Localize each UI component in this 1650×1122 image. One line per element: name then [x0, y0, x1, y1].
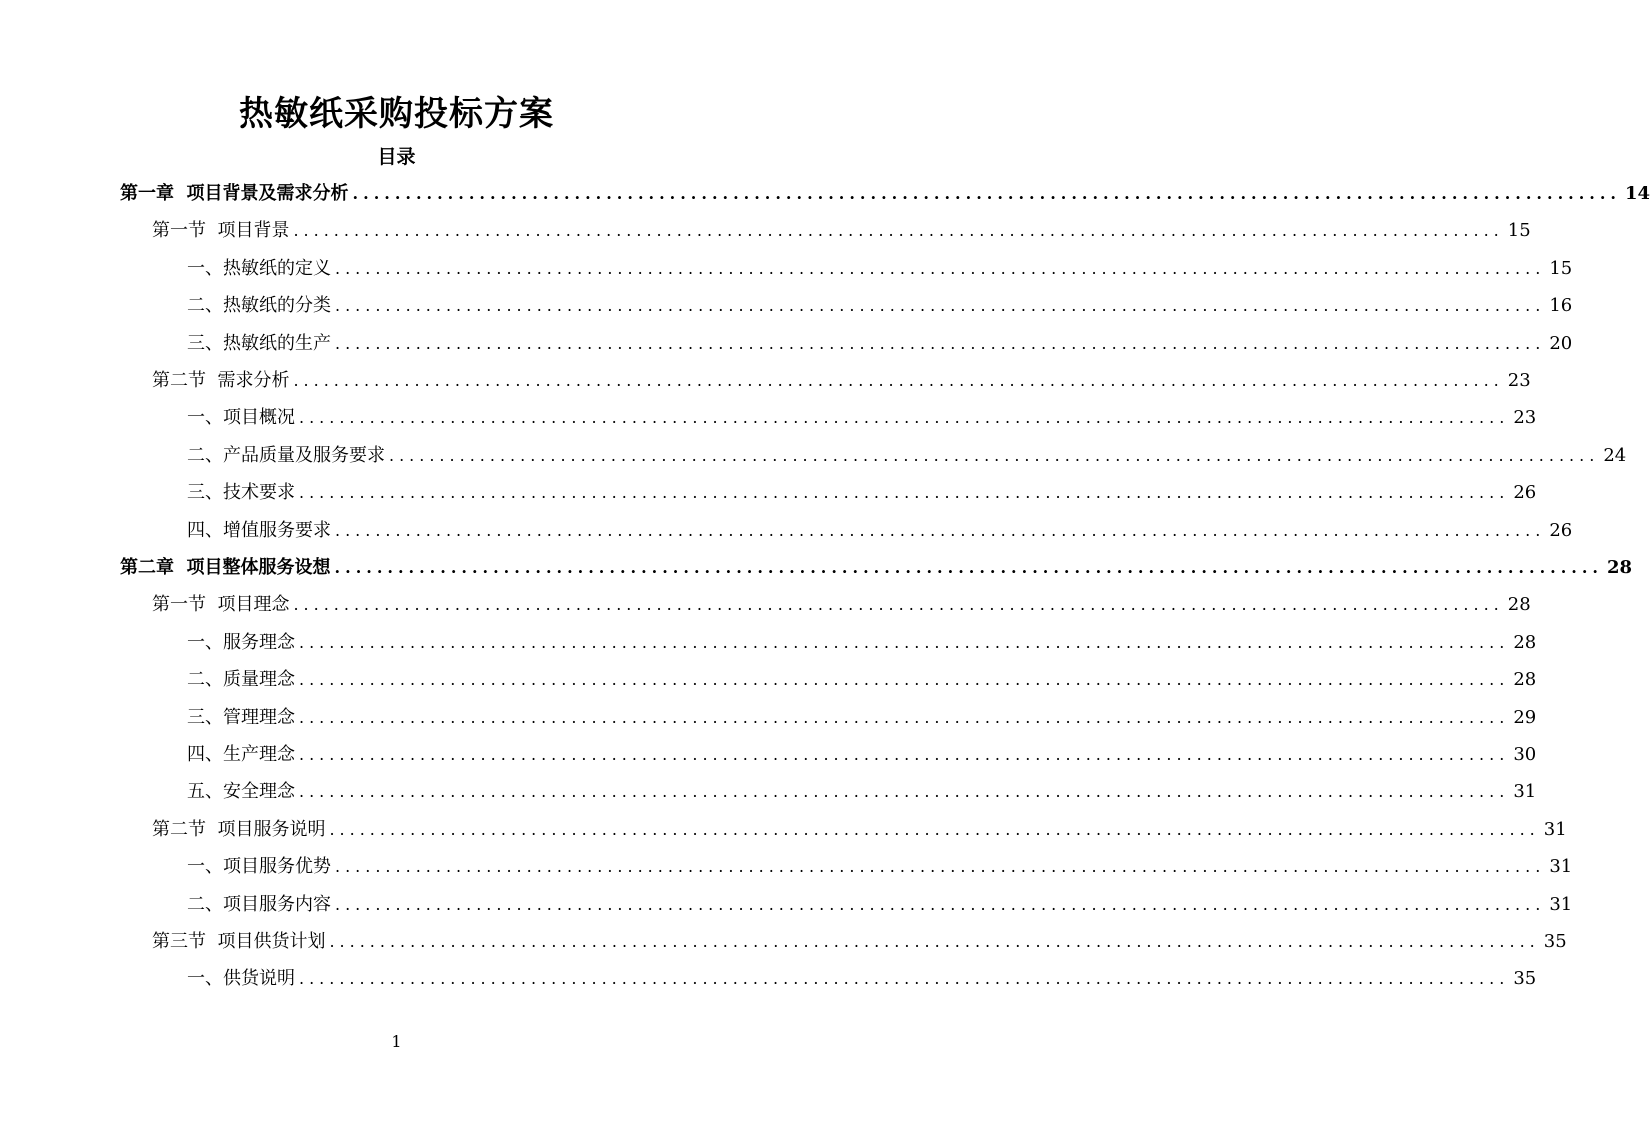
toc-leader-dots: ........................................................................................................................ [299, 408, 1510, 428]
toc-entry[interactable] [187, 964, 1537, 994]
toc-leader-dots: ........................................................................................................................ [335, 333, 1546, 353]
toc-leader-dots: ........................................................................................................................ [329, 819, 1540, 839]
toc-entry[interactable] [187, 478, 1537, 508]
toc-leader-dots: ........................................................................................................................ [293, 595, 1504, 615]
toc-entry[interactable] [187, 329, 1573, 359]
document-title: 热敏纸采购投标方案 [239, 94, 554, 134]
toc-entry-page: 15 [1507, 220, 1531, 242]
toc-leader-dots: ........................................................................................................................ [299, 969, 1510, 989]
toc-entry[interactable] [120, 179, 1650, 209]
toc-entry[interactable] [152, 927, 1567, 957]
toc-entry-label: 三、技术要求 [187, 482, 295, 504]
toc-leader-dots: ........................................................................................................................ [299, 483, 1510, 503]
toc-entry-page: 24 [1603, 444, 1627, 466]
toc-entry-page: 28 [1606, 557, 1633, 578]
toc-entry-label: 第二章 项目整体服务设想 [120, 557, 331, 578]
toc-leader-dots: ........................................................................................................................ [335, 520, 1546, 540]
toc-entry[interactable] [187, 740, 1537, 770]
toc-entry-label: 二、产品质量及服务要求 [187, 444, 385, 466]
toc-entry[interactable] [187, 291, 1573, 321]
toc-entry[interactable] [187, 703, 1537, 733]
toc-heading: 目录 [377, 146, 416, 168]
toc-entry[interactable] [152, 815, 1567, 845]
toc-leader-dots: ........................................................................................................................ [293, 221, 1504, 241]
toc-entry[interactable] [152, 366, 1531, 396]
toc-entry-page: 31 [1543, 818, 1567, 840]
toc-leader-dots: ........................................................................................................................ [335, 857, 1546, 877]
toc-leader-dots: ........................................................................................................................ [335, 894, 1546, 914]
toc-entry-label: 第一章 项目背景及需求分析 [120, 183, 349, 204]
toc-entry-page: 28 [1513, 631, 1537, 653]
toc-leader-dots: ........................................................................................................................ [299, 745, 1510, 764]
toc-leader-dots: ........................................................................................................................ [334, 558, 1603, 577]
toc-entry-label: 一、项目概况 [187, 407, 295, 429]
toc-entry-label: 二、项目服务内容 [187, 893, 331, 915]
toc-entry-label: 四、增值服务要求 [187, 519, 331, 541]
toc-entry-label: 第三节 项目供货计划 [152, 931, 326, 952]
toc-entry-page: 35 [1543, 931, 1567, 952]
toc-entry-page: 26 [1549, 519, 1573, 541]
toc-entry-page: 14 [1624, 183, 1650, 204]
toc-entry-label: 第二节 需求分析 [152, 370, 290, 391]
toc-entry[interactable] [187, 777, 1537, 807]
toc-entry[interactable] [187, 403, 1537, 433]
toc-entry-label: 第一节 项目理念 [152, 594, 290, 616]
toc-entry-page: 23 [1507, 370, 1531, 391]
toc-entry-label: 四、生产理念 [187, 744, 295, 765]
toc-leader-dots: ........................................................................................................................ [335, 296, 1546, 316]
toc-leader-dots: ........................................................................................................................ [352, 184, 1621, 203]
toc-entry-page: 15 [1549, 257, 1573, 279]
toc-leader-dots: ........................................................................................................................ [299, 707, 1510, 727]
toc-entry-label: 一、服务理念 [187, 631, 295, 653]
toc-leader-dots: ........................................................................................................................ [293, 371, 1504, 390]
toc-entry-page: 26 [1513, 482, 1537, 504]
toc-entry-label: 二、质量理念 [187, 669, 295, 691]
toc-leader-dots: ........................................................................................................................ [299, 632, 1510, 652]
toc-entry[interactable] [152, 216, 1531, 246]
toc-entry-page: 31 [1513, 781, 1537, 803]
toc-entry-page: 28 [1513, 669, 1537, 691]
toc-entry-page: 20 [1549, 332, 1573, 354]
toc-leader-dots: ........................................................................................................................ [335, 258, 1546, 278]
toc-entry[interactable] [187, 441, 1627, 471]
toc-entry-label: 二、热敏纸的分类 [187, 295, 331, 317]
toc-entry-label: 三、热敏纸的生产 [187, 332, 331, 354]
toc-entry[interactable] [187, 852, 1573, 882]
toc-entry-label: 三、管理理念 [187, 706, 295, 728]
toc-entry[interactable] [187, 665, 1537, 695]
toc-leader-dots: ........................................................................................................................ [299, 782, 1510, 802]
toc-entry-page: 31 [1549, 893, 1573, 915]
toc-entry-label: 五、安全理念 [187, 781, 295, 803]
toc-entry-label: 一、供货说明 [187, 968, 295, 990]
toc-entry-label: 第一节 项目背景 [152, 220, 290, 242]
toc-entry-label: 第二节 项目服务说明 [152, 818, 326, 840]
toc-entry[interactable] [187, 890, 1573, 920]
toc-entry-page: 31 [1549, 856, 1573, 878]
toc-entry[interactable] [187, 254, 1573, 284]
toc-entry-label: 一、热敏纸的定义 [187, 257, 331, 279]
toc-entry-label: 一、项目服务优势 [187, 856, 331, 878]
toc-entry-page: 16 [1549, 295, 1573, 317]
toc-entry-page: 30 [1513, 744, 1537, 765]
toc-leader-dots: ........................................................................................................................ [389, 445, 1600, 465]
toc-entry-page: 23 [1513, 407, 1537, 429]
toc-entry-page: 28 [1507, 594, 1531, 616]
toc-entry[interactable] [187, 516, 1573, 546]
toc-leader-dots: ........................................................................................................................ [329, 932, 1540, 951]
toc-entry[interactable] [187, 628, 1537, 658]
page-number: 1 [391, 1032, 402, 1051]
toc-entry-page: 29 [1513, 706, 1537, 728]
toc-leader-dots: ........................................................................................................................ [299, 670, 1510, 690]
toc-entry-page: 35 [1513, 968, 1537, 990]
toc-entry[interactable] [120, 553, 1633, 583]
toc-entry[interactable] [152, 590, 1531, 620]
